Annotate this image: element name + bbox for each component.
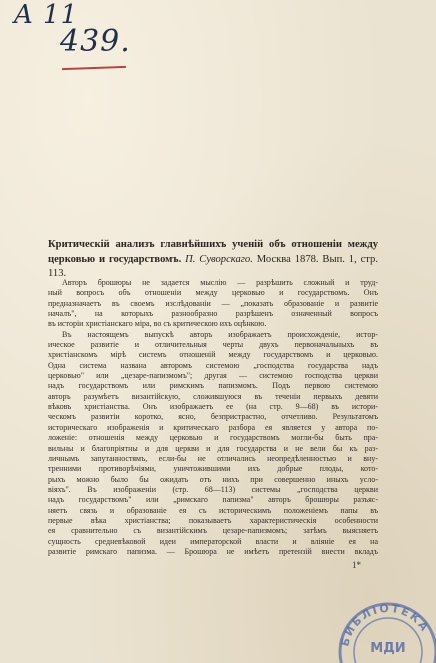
red-underline — [62, 66, 126, 70]
body-line: ложеніе: отношенія между церковью и государствомъ могли-бы быть пра- — [48, 433, 378, 443]
body-line: ическое развитіе и отличительныя черты двухъ первоначальныхъ въ — [48, 340, 378, 350]
title-meta: Москва 1878. Вып. 1, стр. 113. — [48, 253, 379, 280]
body-line: предназначаетъ въ своемъ изслѣдованіи — „показать образованіе и развитіе — [48, 298, 378, 308]
body-line: вильны и благопріятны и для церкви и для государства и не вели бы къ раз- — [48, 443, 378, 453]
body-line: авторъ разумѣетъ византійскую, сложившуюся въ теченіи первыхъ девяти — [48, 391, 378, 401]
stamp-ring-text: БИБЛІОТЕКА — [338, 601, 432, 648]
title-main: Критическій анализъ главнѣйшихъ ученій объ отношеніи между церковью и государствомъ. — [48, 239, 378, 265]
body-line: Авторъ брошюры не задается мыслію — разрѣшить сложный и труд- — [62, 278, 378, 287]
body-line: Въ настоящемъ выпускѣ авторъ изображаетъ происхожденіе, истор- — [62, 329, 378, 339]
body-line: христіанскомъ мірѣ системъ отношеній между государствомъ и церковью. — [48, 350, 378, 360]
body-line: надъ государствомъ или римскимъ папизмомъ. Подъ первою системою — [48, 381, 378, 391]
body-line: церковью" или „цезаре-папизмомъ"; другая — системою господства церкви — [48, 371, 378, 381]
library-stamp — [326, 582, 436, 663]
body-line: надъ государствомъ" или „римскаго папизма" авторъ брошюры разъяс- — [48, 495, 378, 505]
body-line: началъ", на которыхъ разнообразно разрѣшенъ означенный вопросъ — [48, 309, 378, 319]
body-line: вѣковъ христіанства. Онъ изображаетъ ее (на стр. 9—68) въ истори- — [48, 402, 378, 412]
body-line: тренними противорѣчіями, уничтожившими ихъ добрые плоды, кото- — [48, 464, 378, 474]
title-author: П. Суворскаго. — [185, 253, 253, 265]
body-line: ческомъ развитіи коротко, ясно, безпристрастно, отчетливо. Результатомъ — [48, 412, 378, 422]
body-line: историческаго изображенія и критическаго разбора ея является у автора по- — [48, 422, 378, 432]
body-line: сущность средневѣковой идеи императорской власти и вліяніе ея на — [48, 536, 378, 546]
review-body — [48, 278, 378, 557]
body-line: няетъ связь и образованіе ея съ историческимъ положеніемъ папы въ — [48, 505, 378, 515]
body-line: первые вѣка христіанства; показываетъ характеристическія особенности — [48, 515, 378, 525]
body-line: развитіе римскаго папизма. — Брошюра не имѣетъ претензій внести вкладъ — [48, 546, 378, 556]
body-line: личнымъ запутанностямъ, если-бы не отличались неопредѣленностью и вну- — [48, 453, 378, 463]
body-line: віяхъ". Въ изображеніи (стр. 68—113) системы „господства церкви — [48, 484, 378, 494]
body-line: ный вопросъ объ отношеніи между церковью и государствомъ. Онъ — [48, 288, 378, 298]
handwritten-shelfmark: A 11 — [14, 0, 79, 30]
body-line: ея сравнительно съ византійскимъ цезаре-папизмомъ; затѣмъ выясняетъ — [48, 526, 378, 536]
signature-mark: 1* — [352, 560, 361, 570]
handwritten-number: 439. — [60, 24, 131, 59]
review-title — [48, 238, 378, 282]
body-line: Одна система названа авторомъ системою „господства государства надъ — [48, 360, 378, 370]
body-line: въ исторіи христіанскаго міра, во съ критическою ихъ оцѣнкою. — [48, 319, 267, 329]
body-line: рыхъ можно было бы ожидать отъ нихъ при совершенно иныхъ усло- — [48, 474, 378, 484]
stamp-center-text: МДИ — [370, 641, 406, 656]
